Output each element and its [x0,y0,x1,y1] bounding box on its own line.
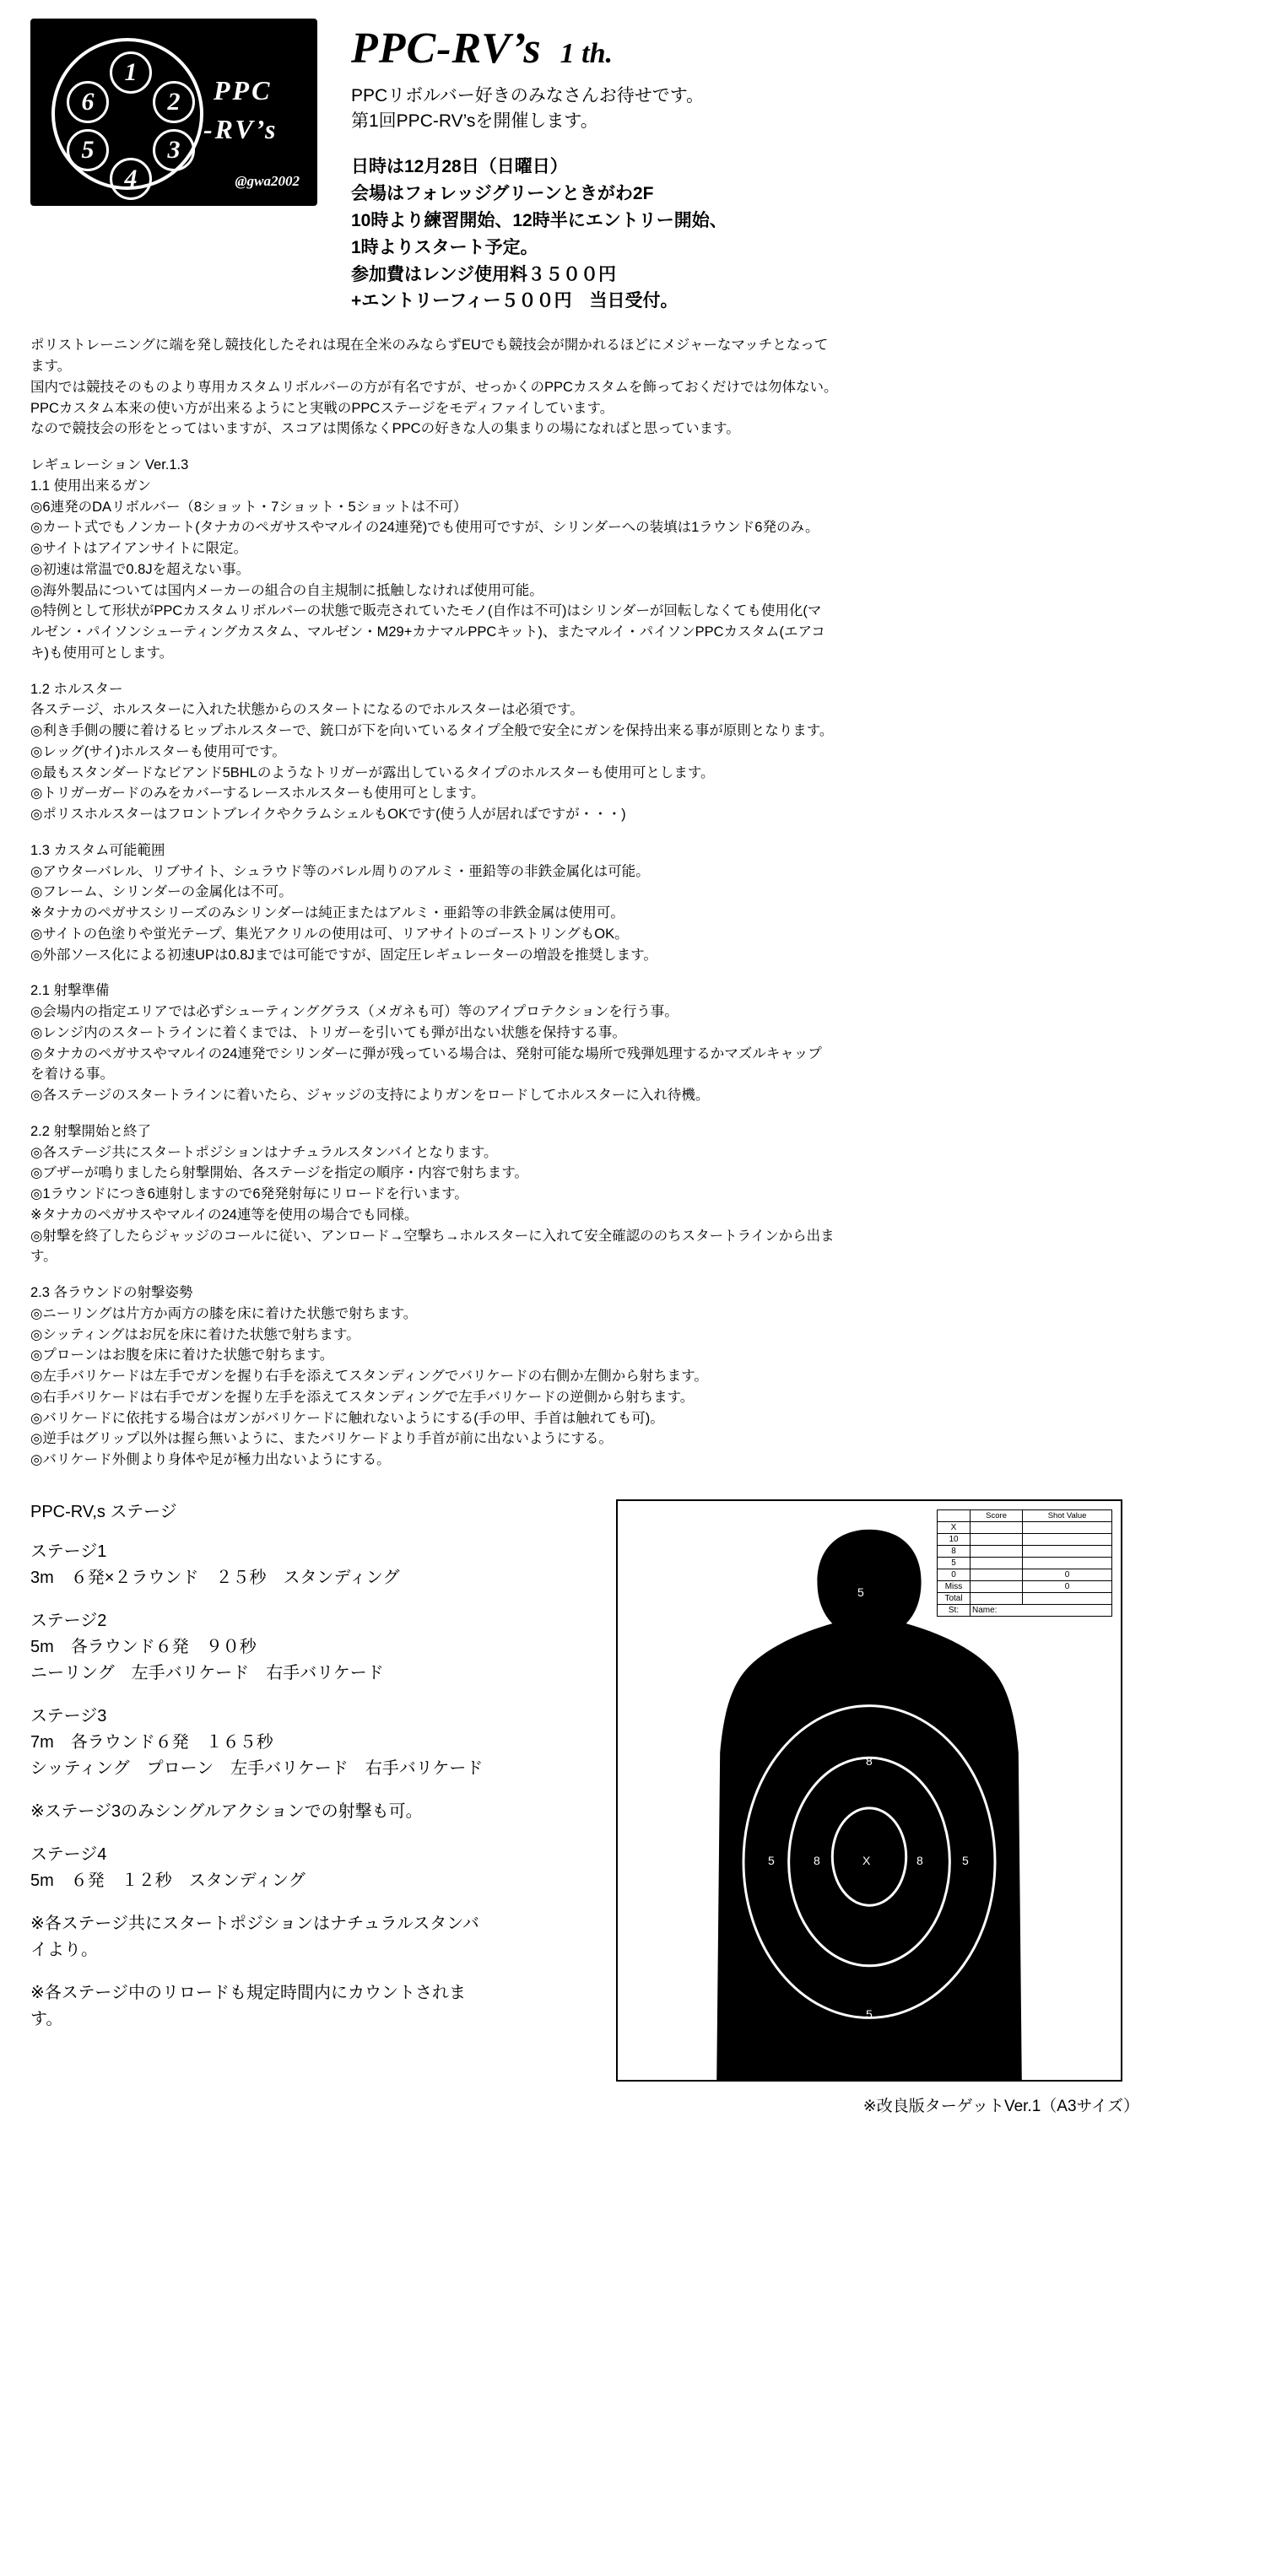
stage-2-detail-2: ニーリング 左手バリケード 右手バリケード [30,1663,384,1682]
stage-note-single-action: ※ステージ3のみシングルアクションでの射撃も可。 [30,1801,423,1821]
section-1-2 [30,679,1246,825]
score-row-0-score [971,1569,1023,1580]
section-2-1-line-4: を着ける事。 [30,1067,114,1083]
stage-note-reload-line-1: ※各ステージ中のリロードも規定時間内にカウントされま [30,1983,466,2002]
section-1-3-line-3: ※タナカのペガサスシリーズのみシリンダーは純正またはアルミ・亜鉛等の非鉄金属は使用可。 [30,905,624,921]
stage-note-start-position [30,1911,604,1963]
logo-text-rvs: -RV’s [203,114,278,144]
ring-label-8-left: 8 [814,1853,820,1867]
score-row-0-label: 0 [938,1569,971,1580]
page-title-suffix: 1 th. [560,38,614,69]
stage-note-start-position-line-2: イより。 [30,1940,98,1959]
stage-1-name: ステージ1 [30,1542,107,1561]
section-1-2-line-3: ◎レッグ(サイ)ホルスターも使用可です。 [30,743,286,759]
spacer-3 [30,825,1246,840]
stage-2-detail-1: 5m 各ラウンド６発 ９０秒 [30,1637,257,1656]
section-2-3-line-5: ◎右手バリケードは右手でガンを握り左手を添えてスタンディングで左手バリケードの逆側から射ちます。 [30,1389,695,1405]
score-table [937,1509,1112,1617]
score-row-x-score [971,1521,1023,1533]
score-table-stage-label: St: [938,1604,971,1616]
ring-label-8-top: 8 [866,1753,873,1768]
score-row-x-value [1023,1521,1112,1533]
section-1-2-line-4: ◎最もスタンダードなビアンド5BHLのようなトリガーが露出しているタイプのホルスターも使用可とします。 [30,764,715,780]
ppc-rvs-logo [30,19,317,206]
section-2-1-heading: 2.1 射撃準備 [30,983,110,999]
section-2-1-line-3: ◎タナカのペガサスやマルイの24連発でシリンダーに弾が残っている場合は、発射可能な場所で残弾処理するかマズルキャップ [30,1045,822,1061]
score-row-10-label: 10 [938,1533,971,1545]
section-1-1-line-1: ◎6連発のDAリボルバー（8ショット・7ショット・5ショットは不可） [30,499,468,515]
section-1-1 [30,476,1246,664]
score-row-x-label: X [938,1521,971,1533]
intro-line-1: ポリストレーニングに端を発し競技化したそれは現在全米のみならずEUでも競技会が開かれるほどにメジャーなマッチとなって [30,338,829,354]
section-2-3-line-7: ◎逆手はグリップ以外は握ら無いように、またバリケードより手首が前に出ないようにする。 [30,1431,613,1447]
section-2-2 [30,1121,1246,1267]
score-row-10-value [1023,1533,1112,1545]
spacer-4 [30,965,1246,980]
section-1-3-line-2: ◎フレーム、シリンダーの金属化は不可。 [30,884,293,900]
section-1-3-line-1: ◎アウターバレル、リブサイト、シュラウド等のバレル周りのアルミ・亜鉛等の非鉄金属化は可能。 [30,863,650,879]
header [0,0,1276,315]
section-1-3-line-5: ◎外部ソース化による初速UPは0.8Jまでは可能ですが、固定圧レギュレーターの増設を推奨します。 [30,947,657,963]
stage-3-name: ステージ3 [30,1706,107,1725]
stage-list [30,1499,604,2116]
section-2-3-line-2: ◎シッティングはお尻を床に着けた状態で射ちます。 [30,1326,360,1342]
score-row-miss-value: 0 [1023,1580,1112,1592]
ring-label-5-bottom: 5 [866,2006,873,2021]
score-row-total-label: Total [938,1592,971,1604]
lead-text [351,84,1251,135]
regulation-version: レギュレーション Ver.1.3 [30,457,189,473]
stage-4-name: ステージ4 [30,1844,107,1864]
score-table-header-score: Score [971,1509,1023,1521]
stage-list-title: PPC-RV,s ステージ [30,1502,177,1521]
score-table-header-shot-value: Shot Value [1023,1509,1112,1521]
event-info-line-2: 会場はフォレッジグリーンときがわ2F [351,183,654,203]
table-row [938,1592,1112,1604]
logo-handle: @gwa2002 [235,173,300,189]
ring-label-5-head: 5 [857,1585,864,1599]
section-1-1-heading: 1.1 使用出来るガン [30,478,152,494]
score-row-total-value [1023,1592,1112,1604]
stage-item-3 [30,1704,604,1782]
chamber-3: 3 [153,129,195,171]
stage-note-reload [30,1980,604,2033]
section-1-1-line-3: ◎サイトはアイアンサイトに限定。 [30,541,247,557]
intro-line-3: 国内では競技そのものより専用カスタムリボルバーの方が有名ですが、せっかくのPPCカスタムを飾っておくだけでは勿体ない。 [30,379,838,395]
event-info-line-5: 参加費はレンジ使用料３５００円 [351,264,616,284]
chamber-2: 2 [153,81,195,123]
section-1-3 [30,840,1246,966]
section-2-2-line-3: ◎1ラウンドにつき6連射しますので6発発射毎にリロードを行います。 [30,1186,468,1202]
score-row-8-value [1023,1545,1112,1557]
section-2-3-line-3: ◎プローンはお腹を床に着けた状態で射ちます。 [30,1347,334,1364]
table-row [938,1533,1112,1545]
chamber-1: 1 [110,51,152,94]
stage-1-detail: 3m ６発×２ラウンド ２５秒 スタンディング [30,1568,400,1587]
stage-4-detail: 5m ６発 １２秒 スタンディング [30,1871,305,1890]
score-row-8-score [971,1545,1023,1557]
section-2-1-line-2: ◎レンジ内のスタートラインに着くまでは、トリガーを引いても弾が出ない状態を保持する事。 [30,1024,626,1040]
header-text-block [351,19,1251,315]
section-1-1-line-5: ◎海外製品については国内メーカーの組合の自主規制に抵触しなければ使用可能。 [30,582,543,598]
score-table-header-row [938,1509,1112,1521]
section-1-1-line-6: ◎特例として形状がPPCカスタムリボルバーの状態で販売されていたモノ(自作は不可)はシリンダーが回転しなくても使用化(マ [30,603,822,619]
section-2-1 [30,980,1246,1106]
lead-line-1: PPCリボルバー好きのみなさんお待せです。 [351,86,705,105]
intro-paragraph [30,335,1246,440]
table-row [938,1545,1112,1557]
section-2-3 [30,1283,1246,1471]
stage-2-name: ステージ2 [30,1611,107,1630]
score-table-header-blank [938,1509,971,1521]
event-info [351,154,1251,315]
section-1-3-line-4: ◎サイトの色塗りや蛍光テープ、集光アクリルの使用は可、リアサイトのゴーストリングもOK。 [30,926,629,942]
score-row-10-score [971,1533,1023,1545]
intro-line-5: なので競技会の形をとってはいますが、スコアは関係なくPPCの好きな人の集まりの場になればと思っています。 [30,421,740,437]
section-1-2-line-1: 各ステージ、ホルスターに入れた状態からのスタートになるのでホルスターは必須です。 [30,702,584,718]
event-info-line-1: 日時は12月28日（日曜日） [351,156,568,176]
section-2-3-line-6: ◎バリケードに依扥する場合はガンがバリケードに触れないようにする(手の甲、手首は触れても可)。 [30,1410,664,1426]
table-row [938,1557,1112,1569]
section-1-1-line-2: ◎カート式でもノンカート(タナカのペガサスやマルイの24連発)でも使用可ですが、シリンダーへの装填は1ラウンド6発のみ。 [30,520,819,536]
section-2-3-heading: 2.3 各ラウンドの射撃姿勢 [30,1285,193,1301]
score-table-name-label: Name: [971,1604,1112,1616]
section-2-2-line-4: ※タナカのペガサスやマルイの24連等を使用の場合でも同様。 [30,1207,419,1223]
score-row-miss-score [971,1580,1023,1592]
stage-note-start-position-line-1: ※各ステージ共にスタートポジションはナチュラルスタンバ [30,1914,479,1933]
section-2-2-line-6: す。 [30,1249,57,1265]
score-row-8-label: 8 [938,1545,971,1557]
stage-item-2 [30,1608,604,1687]
chamber-5: 5 [67,129,109,171]
event-info-line-6: +エントリーフィー５００円 当日受付。 [351,291,679,311]
stage-item-4 [30,1842,604,1894]
chamber-6: 6 [67,81,109,123]
stage-3-detail-2: シッティング プローン 左手バリケード 右手バリケード [30,1758,484,1778]
table-row [938,1569,1112,1580]
section-1-3-heading: 1.3 カスタム可能範囲 [30,842,165,858]
score-row-5-score [971,1557,1023,1569]
event-info-line-4: 1時よりスタート予定。 [351,237,538,257]
spacer-2 [30,664,1246,679]
table-row [938,1521,1112,1533]
section-2-3-line-8: ◎バリケード外側より身体や足が極力出ないようにする。 [30,1452,391,1468]
stage-item-1 [30,1539,604,1591]
score-row-miss-label: Miss [938,1580,971,1592]
section-1-2-line-5: ◎トリガーガードのみをカバーするレースホルスターも使用可とします。 [30,786,485,802]
section-2-2-line-1: ◎各ステージ共にスタートポジションはナチュラルスタンバイとなります。 [30,1144,498,1160]
ring-label-5-left: 5 [768,1853,775,1867]
score-table-footer-row [938,1604,1112,1616]
section-2-1-line-5: ◎各ステージのスタートラインに着いたら、ジャッジの支持によりガンをロードしてホルスターに入れ待機。 [30,1088,710,1104]
section-1-1-line-7: ルゼン・パイソンシューティングカスタム、マルゼン・M29+カナマルPPCキット)、またマルイ・パイソンPPCカスタム(エアコ [30,624,825,640]
stage-note-reload-line-2: す。 [30,2009,63,2028]
cylinder-outline [51,38,203,190]
title-row [351,24,1251,73]
section-2-2-line-2: ◎ブザーが鳴りましたら射撃開始、各ステージを指定の順序・内容で射ちます。 [30,1165,528,1181]
score-row-total-score [971,1592,1023,1604]
page-title: PPC-RV’s [351,24,542,73]
spacer-5 [30,1106,1246,1121]
rules-body [0,315,1276,1471]
table-row [938,1580,1112,1592]
section-1-1-line-4: ◎初速は常温で0.8Jを超えない事。 [30,561,251,577]
intro-line-4: PPCカスタム本来の使い方が出来るようにと実戦のPPCステージをモディファイしています。 [30,400,614,416]
intro-line-2: ます。 [30,359,72,375]
spacer-6 [30,1267,1246,1283]
spacer-1 [30,440,1246,455]
section-1-2-line-2: ◎利き手側の腰に着けるヒップホルスターで、銃口が下を向いているタイプ全般で安全にガンを保持出来る事が原則となります。 [30,723,834,739]
section-1-2-line-6: ◎ポリスホルスターはフロントブレイクやクラムシェルもOKです(使う人が居ればですが・・・) [30,807,626,823]
ring-label-5-right: 5 [962,1853,969,1867]
ring-label-x: X [862,1853,871,1867]
lower-section [0,1471,1276,2116]
section-2-2-line-5: ◎射撃を終了したらジャッジのコールに従い、アンロード→空撃ち→ホルスターに入れて安全確認ののちスタートラインから出ま [30,1228,835,1244]
score-row-5-value [1023,1557,1112,1569]
score-row-0-value: 0 [1023,1569,1112,1580]
stage-3-detail-1: 7m 各ラウンド６発 １６５秒 [30,1732,273,1752]
ring-label-8-right: 8 [916,1853,923,1867]
section-2-1-line-1: ◎会場内の指定エリアでは必ずシューティンググラス（メガネも可）等のアイプロテクションを行う事。 [30,1004,679,1020]
target-figure [616,1499,1139,2116]
section-1-2-heading: 1.2 ホルスター [30,681,123,697]
event-info-line-3: 10時より練習開始、12時半にエントリー開始、 [351,210,727,230]
section-1-1-line-8: キ)も使用可とします。 [30,645,174,661]
section-2-3-line-1: ◎ニーリングは片方か両方の膝を床に着けた状態で射ちます。 [30,1305,418,1321]
target-caption: ※改良版ターゲットVer.1（A3サイズ） [862,2097,1139,2115]
score-row-5-label: 5 [938,1557,971,1569]
logo-text-ppc: PPC [214,75,273,105]
target-image [616,1499,1122,2082]
section-2-3-line-4: ◎左手バリケードは左手でガンを握り右手を添えてスタンディングでバリケードの右側か左側から射ちます。 [30,1369,708,1385]
lead-line-2: 第1回PPC-RV’sを開催します。 [351,111,598,132]
section-2-2-heading: 2.2 射撃開始と終了 [30,1123,152,1139]
chamber-4: 4 [110,158,152,200]
